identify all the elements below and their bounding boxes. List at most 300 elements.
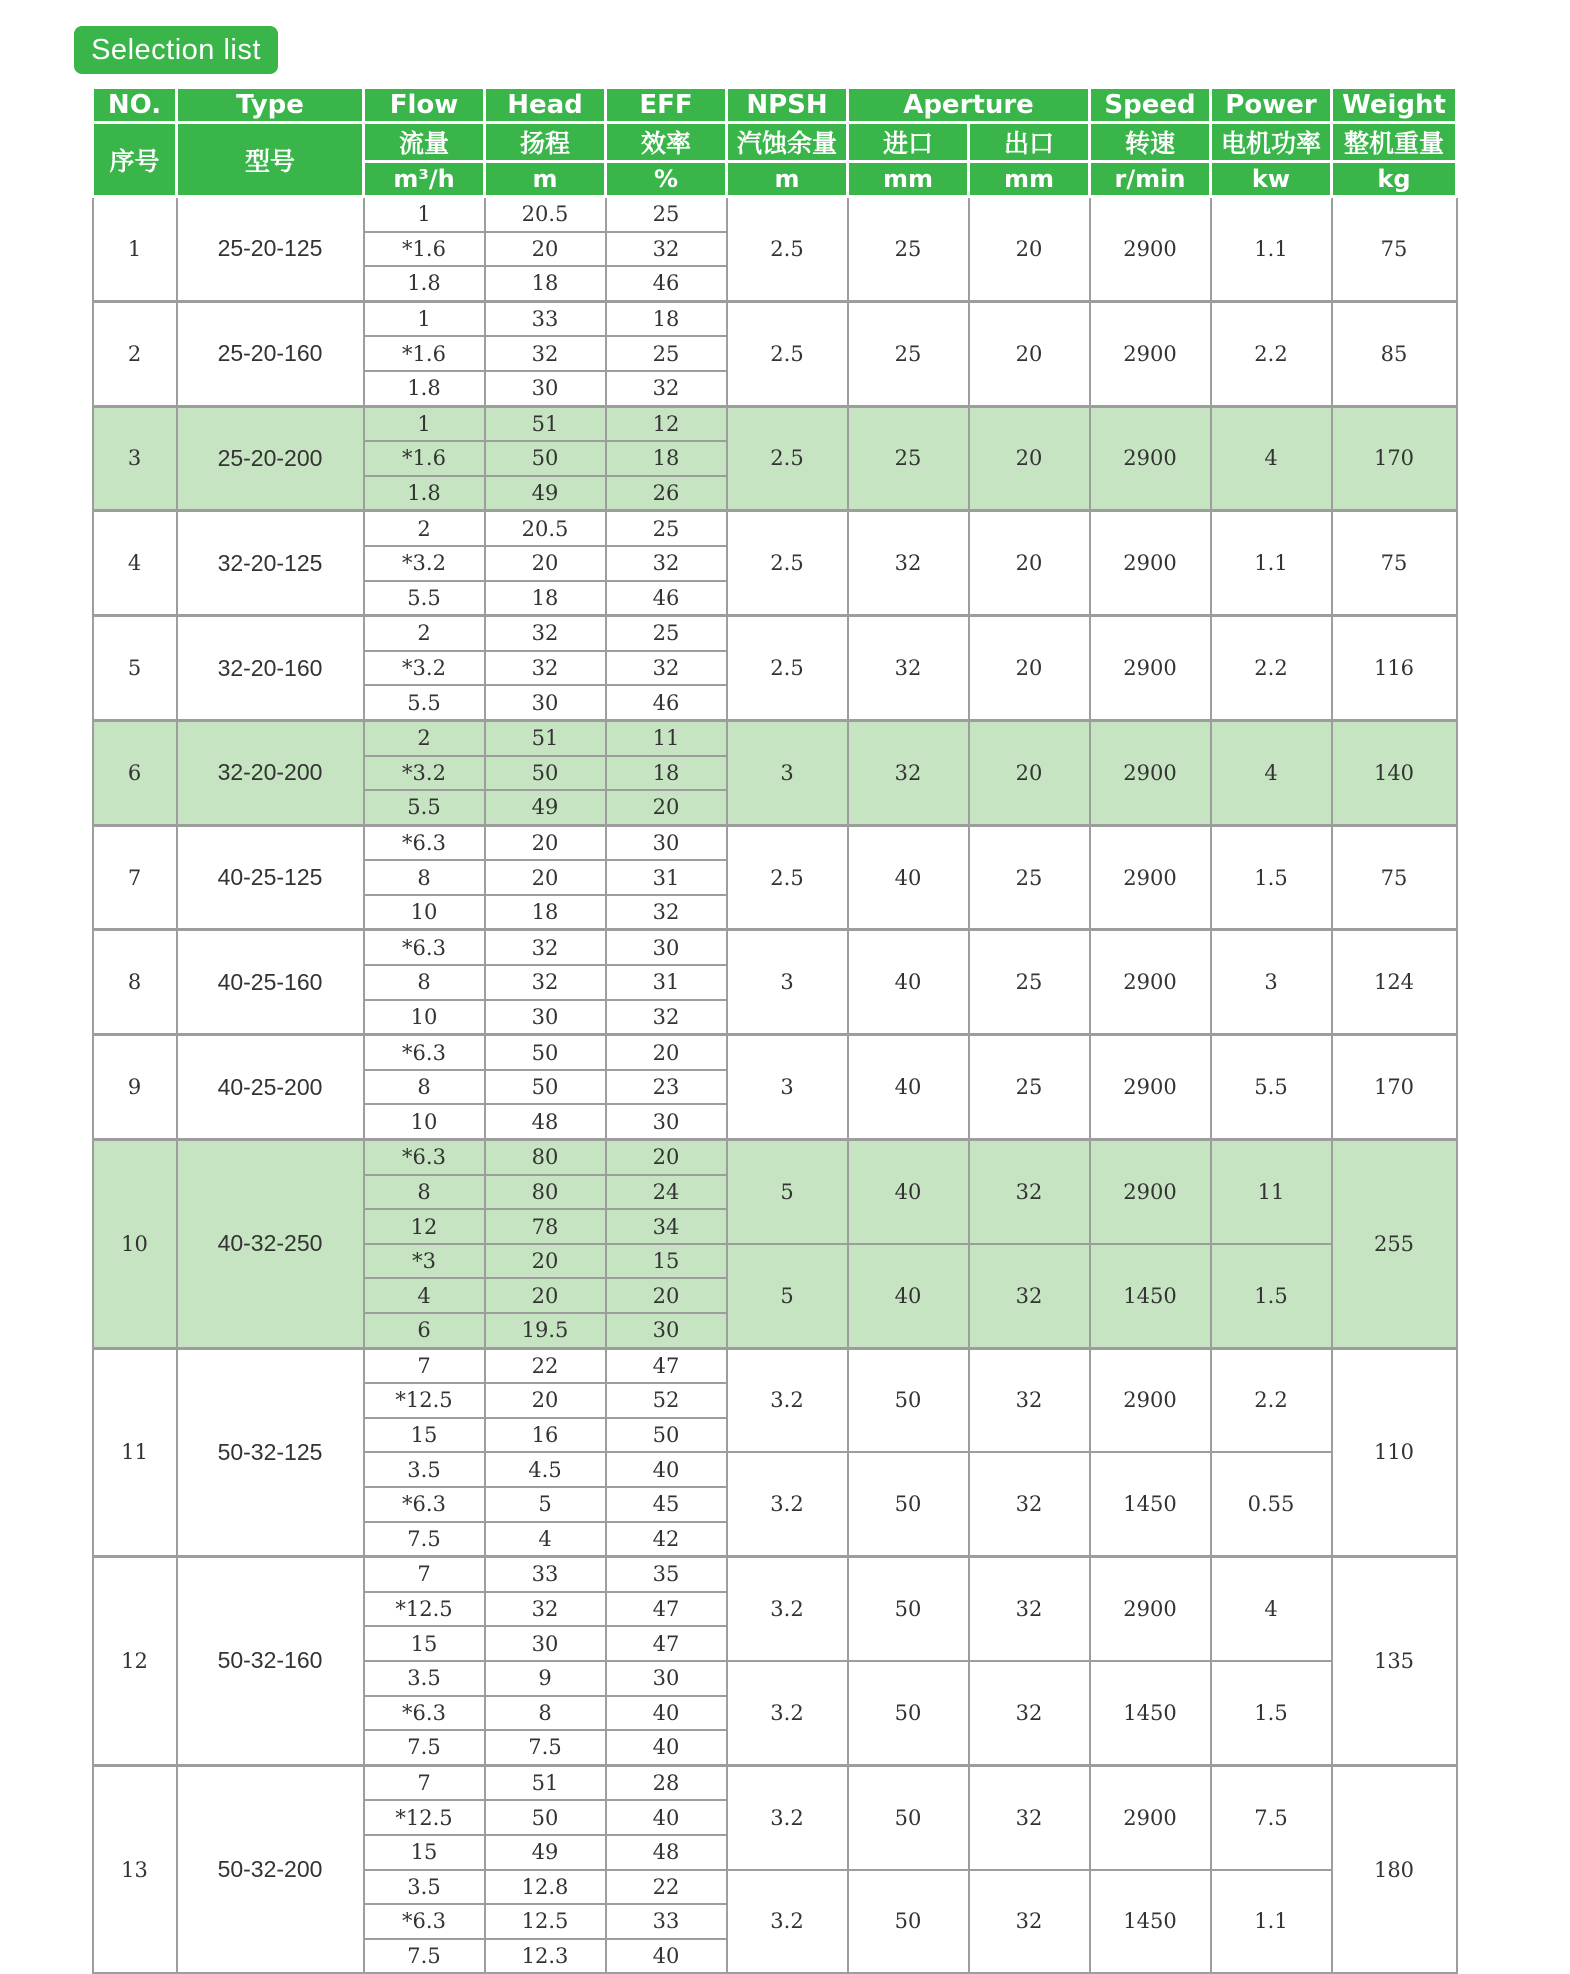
eff-value: 28: [606, 1765, 727, 1800]
power-value: 1.5: [1211, 1661, 1332, 1765]
header-flow-unit: m³/h: [364, 162, 485, 197]
row-type: 32-20-125: [177, 511, 364, 616]
table-row: [93, 825, 1457, 860]
head-value: 50: [485, 1035, 606, 1070]
flow-value: 7.5: [364, 1730, 485, 1765]
power-value: 4: [1211, 720, 1332, 825]
header-power-unit: kw: [1211, 162, 1332, 197]
table-row: [93, 1035, 1457, 1070]
speed-value: 2900: [1090, 616, 1211, 721]
head-value: 19.5: [485, 1313, 606, 1348]
inlet-value: 25: [848, 301, 969, 406]
flow-value: *12.5: [364, 1383, 485, 1418]
weight-value: 135: [1332, 1557, 1457, 1766]
outlet-value: 32: [969, 1140, 1090, 1244]
header-eff-cn: 效率: [606, 123, 727, 162]
eff-value: 40: [606, 1939, 727, 1974]
outlet-value: 32: [969, 1557, 1090, 1661]
table-row: [93, 511, 1457, 546]
npsh-value: 3.2: [727, 1870, 848, 1974]
flow-value: 6: [364, 1313, 485, 1348]
inlet-value: 40: [848, 1244, 969, 1348]
eff-value: 50: [606, 1418, 727, 1453]
flow-value: *1.6: [364, 232, 485, 267]
weight-value: 116: [1332, 616, 1457, 721]
outlet-value: 20: [969, 616, 1090, 721]
head-value: 50: [485, 441, 606, 476]
eff-value: 31: [606, 860, 727, 895]
npsh-value: 3.2: [727, 1661, 848, 1765]
flow-value: 1: [364, 197, 485, 232]
speed-value: 2900: [1090, 825, 1211, 930]
outlet-value: 20: [969, 197, 1090, 302]
row-type: 25-20-125: [177, 197, 364, 302]
outlet-value: 32: [969, 1348, 1090, 1452]
row-no: 10: [93, 1140, 177, 1349]
table-row: [93, 197, 1457, 232]
speed-value: 2900: [1090, 197, 1211, 302]
flow-value: 7: [364, 1557, 485, 1592]
flow-value: *6.3: [364, 1487, 485, 1522]
flow-value: 8: [364, 1175, 485, 1210]
head-value: 50: [485, 1070, 606, 1105]
row-no: 7: [93, 825, 177, 930]
speed-value: 2900: [1090, 1035, 1211, 1140]
selection-table: [91, 86, 1458, 1974]
npsh-value: 2.5: [727, 301, 848, 406]
power-value: 1.1: [1211, 511, 1332, 616]
flow-value: 15: [364, 1835, 485, 1870]
eff-value: 32: [606, 895, 727, 930]
header-inlet-unit: mm: [848, 162, 969, 197]
speed-value: 1450: [1090, 1870, 1211, 1974]
head-value: 30: [485, 1626, 606, 1661]
flow-value: 3.5: [364, 1452, 485, 1487]
power-value: 1.5: [1211, 825, 1332, 930]
flow-value: 3.5: [364, 1870, 485, 1905]
head-value: 7.5: [485, 1730, 606, 1765]
head-value: 32: [485, 651, 606, 686]
head-value: 32: [485, 965, 606, 1000]
flow-value: 1: [364, 406, 485, 441]
weight-value: 170: [1332, 406, 1457, 511]
npsh-value: 3.2: [727, 1557, 848, 1661]
table-row: [93, 1557, 1457, 1592]
npsh-value: 3.2: [727, 1765, 848, 1869]
flow-value: *12.5: [364, 1800, 485, 1835]
inlet-value: 40: [848, 1140, 969, 1244]
npsh-value: 5: [727, 1244, 848, 1348]
head-value: 20: [485, 1383, 606, 1418]
head-value: 18: [485, 895, 606, 930]
head-value: 20: [485, 860, 606, 895]
header-type-cn: 型号: [177, 123, 364, 197]
flow-value: *3.2: [364, 756, 485, 791]
outlet-value: 20: [969, 406, 1090, 511]
row-no: 11: [93, 1348, 177, 1557]
table-body: [93, 197, 1457, 1974]
npsh-value: 2.5: [727, 511, 848, 616]
header-speed-unit: r/min: [1090, 162, 1211, 197]
selection-list-title: Selection list: [74, 26, 278, 74]
eff-value: 25: [606, 336, 727, 371]
power-value: 11: [1211, 1140, 1332, 1244]
inlet-value: 50: [848, 1661, 969, 1765]
inlet-value: 25: [848, 406, 969, 511]
row-type: 50-32-125: [177, 1348, 364, 1557]
speed-value: 2900: [1090, 511, 1211, 616]
head-value: 20: [485, 1244, 606, 1279]
flow-value: 5.5: [364, 790, 485, 825]
head-value: 30: [485, 685, 606, 720]
inlet-value: 32: [848, 616, 969, 721]
row-type: 40-25-200: [177, 1035, 364, 1140]
row-no: 6: [93, 720, 177, 825]
power-value: 2.2: [1211, 616, 1332, 721]
eff-value: 23: [606, 1070, 727, 1105]
flow-value: 7: [364, 1765, 485, 1800]
inlet-value: 32: [848, 720, 969, 825]
row-type: 40-32-250: [177, 1140, 364, 1349]
speed-value: 2900: [1090, 720, 1211, 825]
flow-value: 4: [364, 1278, 485, 1313]
head-value: 32: [485, 1592, 606, 1627]
flow-value: *3.2: [364, 651, 485, 686]
header-no-cn: 序号: [93, 123, 177, 197]
eff-value: 30: [606, 1104, 727, 1139]
head-value: 16: [485, 1418, 606, 1453]
eff-value: 25: [606, 616, 727, 651]
flow-value: 8: [364, 1070, 485, 1105]
weight-value: 75: [1332, 511, 1457, 616]
npsh-value: 3: [727, 720, 848, 825]
row-type: 32-20-200: [177, 720, 364, 825]
eff-value: 30: [606, 930, 727, 965]
head-value: 30: [485, 1000, 606, 1035]
npsh-value: 2.5: [727, 825, 848, 930]
inlet-value: 50: [848, 1765, 969, 1869]
table-row: [93, 1348, 1457, 1383]
head-value: 18: [485, 266, 606, 301]
eff-value: 22: [606, 1870, 727, 1905]
eff-value: 32: [606, 371, 727, 406]
eff-value: 15: [606, 1244, 727, 1279]
head-value: 12.3: [485, 1939, 606, 1974]
eff-value: 20: [606, 790, 727, 825]
weight-value: 110: [1332, 1348, 1457, 1557]
speed-value: 2900: [1090, 1348, 1211, 1452]
eff-value: 11: [606, 720, 727, 755]
flow-value: 1.8: [364, 371, 485, 406]
weight-value: 180: [1332, 1765, 1457, 1973]
npsh-value: 5: [727, 1140, 848, 1244]
row-no: 9: [93, 1035, 177, 1140]
head-value: 18: [485, 581, 606, 616]
head-value: 32: [485, 930, 606, 965]
header-power-cn: 电机功率: [1211, 123, 1332, 162]
flow-value: *3: [364, 1244, 485, 1279]
head-value: 5: [485, 1487, 606, 1522]
header-outlet-unit: mm: [969, 162, 1090, 197]
row-type: 50-32-160: [177, 1557, 364, 1766]
speed-value: 2900: [1090, 930, 1211, 1035]
eff-value: 47: [606, 1592, 727, 1627]
power-value: 0.55: [1211, 1452, 1332, 1556]
head-value: 20: [485, 232, 606, 267]
power-value: 1.1: [1211, 1870, 1332, 1974]
power-value: 4: [1211, 1557, 1332, 1661]
weight-value: 140: [1332, 720, 1457, 825]
power-value: 7.5: [1211, 1765, 1332, 1869]
eff-value: 18: [606, 301, 727, 336]
head-value: 80: [485, 1175, 606, 1210]
eff-value: 47: [606, 1348, 727, 1383]
head-value: 32: [485, 616, 606, 651]
eff-value: 35: [606, 1557, 727, 1592]
eff-value: 32: [606, 1000, 727, 1035]
row-no: 13: [93, 1765, 177, 1973]
outlet-value: 32: [969, 1661, 1090, 1765]
outlet-value: 32: [969, 1870, 1090, 1974]
outlet-value: 20: [969, 511, 1090, 616]
flow-value: 8: [364, 860, 485, 895]
head-value: 49: [485, 790, 606, 825]
table-row: [93, 301, 1457, 336]
flow-value: 3.5: [364, 1661, 485, 1696]
eff-value: 20: [606, 1035, 727, 1070]
flow-value: 1.8: [364, 266, 485, 301]
npsh-value: 3: [727, 930, 848, 1035]
power-value: 1.5: [1211, 1244, 1332, 1348]
row-type: 25-20-200: [177, 406, 364, 511]
head-value: 12.8: [485, 1870, 606, 1905]
eff-value: 32: [606, 232, 727, 267]
speed-value: 2900: [1090, 406, 1211, 511]
eff-value: 47: [606, 1626, 727, 1661]
head-value: 49: [485, 476, 606, 511]
npsh-value: 3.2: [727, 1452, 848, 1556]
flow-value: 7.5: [364, 1522, 485, 1557]
power-value: 4: [1211, 406, 1332, 511]
weight-value: 85: [1332, 301, 1457, 406]
head-value: 78: [485, 1209, 606, 1244]
flow-value: *6.3: [364, 1904, 485, 1939]
table-row: [93, 930, 1457, 965]
weight-value: 75: [1332, 825, 1457, 930]
inlet-value: 50: [848, 1870, 969, 1974]
head-value: 51: [485, 720, 606, 755]
eff-value: 40: [606, 1696, 727, 1731]
table-row: [93, 1765, 1457, 1800]
header-power: Power: [1211, 88, 1332, 123]
outlet-value: 20: [969, 720, 1090, 825]
eff-value: 40: [606, 1452, 727, 1487]
weight-value: 75: [1332, 197, 1457, 302]
speed-value: 1450: [1090, 1661, 1211, 1765]
eff-value: 30: [606, 1313, 727, 1348]
flow-value: 1.8: [364, 476, 485, 511]
head-value: 32: [485, 336, 606, 371]
table-row: [93, 616, 1457, 651]
eff-value: 42: [606, 1522, 727, 1557]
flow-value: 7: [364, 1348, 485, 1383]
flow-value: *6.3: [364, 1035, 485, 1070]
row-no: 4: [93, 511, 177, 616]
eff-value: 20: [606, 1140, 727, 1175]
weight-value: 124: [1332, 930, 1457, 1035]
header-weight-cn: 整机重量: [1332, 123, 1457, 162]
head-value: 20.5: [485, 511, 606, 546]
npsh-value: 2.5: [727, 406, 848, 511]
header-outlet-cn: 出口: [969, 123, 1090, 162]
weight-value: 170: [1332, 1035, 1457, 1140]
head-value: 80: [485, 1140, 606, 1175]
eff-value: 24: [606, 1175, 727, 1210]
flow-value: 10: [364, 1000, 485, 1035]
header-head: Head: [485, 88, 606, 123]
inlet-value: 40: [848, 1035, 969, 1140]
outlet-value: 25: [969, 1035, 1090, 1140]
eff-value: 40: [606, 1800, 727, 1835]
flow-value: *1.6: [364, 441, 485, 476]
row-no: 8: [93, 930, 177, 1035]
eff-value: 30: [606, 825, 727, 860]
flow-value: 5.5: [364, 581, 485, 616]
head-value: 33: [485, 1557, 606, 1592]
table-row: [93, 406, 1457, 441]
speed-value: 1450: [1090, 1244, 1211, 1348]
npsh-value: 3: [727, 1035, 848, 1140]
head-value: 50: [485, 1800, 606, 1835]
head-value: 4.5: [485, 1452, 606, 1487]
eff-value: 18: [606, 756, 727, 791]
header-speed: Speed: [1090, 88, 1211, 123]
row-type: 40-25-160: [177, 930, 364, 1035]
outlet-value: 20: [969, 301, 1090, 406]
header-flow: Flow: [364, 88, 485, 123]
speed-value: 1450: [1090, 1452, 1211, 1556]
eff-value: 46: [606, 266, 727, 301]
table-row: [93, 1140, 1457, 1175]
eff-value: 46: [606, 581, 727, 616]
outlet-value: 25: [969, 930, 1090, 1035]
row-type: 50-32-200: [177, 1765, 364, 1973]
flow-value: 7.5: [364, 1939, 485, 1974]
header-npsh: NPSH: [727, 88, 848, 123]
flow-value: 5.5: [364, 685, 485, 720]
row-no: 3: [93, 406, 177, 511]
header-eff: EFF: [606, 88, 727, 123]
head-value: 51: [485, 1765, 606, 1800]
flow-value: *12.5: [364, 1592, 485, 1627]
header-eff-unit: %: [606, 162, 727, 197]
eff-value: 32: [606, 546, 727, 581]
header-speed-cn: 转速: [1090, 123, 1211, 162]
npsh-value: 2.5: [727, 197, 848, 302]
power-value: 2.2: [1211, 301, 1332, 406]
header-flow-cn: 流量: [364, 123, 485, 162]
eff-value: 52: [606, 1383, 727, 1418]
power-value: 5.5: [1211, 1035, 1332, 1140]
row-type: 32-20-160: [177, 616, 364, 721]
speed-value: 2900: [1090, 1765, 1211, 1869]
weight-value: 255: [1332, 1140, 1457, 1349]
head-value: 20.5: [485, 197, 606, 232]
head-value: 51: [485, 406, 606, 441]
eff-value: 12: [606, 406, 727, 441]
eff-value: 20: [606, 1278, 727, 1313]
head-value: 22: [485, 1348, 606, 1383]
eff-value: 33: [606, 1904, 727, 1939]
flow-value: 15: [364, 1418, 485, 1453]
flow-value: *6.3: [364, 825, 485, 860]
row-type: 25-20-160: [177, 301, 364, 406]
eff-value: 48: [606, 1835, 727, 1870]
inlet-value: 25: [848, 197, 969, 302]
eff-value: 25: [606, 197, 727, 232]
speed-value: 2900: [1090, 1140, 1211, 1244]
flow-value: 2: [364, 616, 485, 651]
eff-value: 26: [606, 476, 727, 511]
header-npsh-cn: 汽蚀余量: [727, 123, 848, 162]
head-value: 20: [485, 825, 606, 860]
flow-value: 15: [364, 1626, 485, 1661]
flow-value: *3.2: [364, 546, 485, 581]
header-inlet-cn: 进口: [848, 123, 969, 162]
head-value: 20: [485, 1278, 606, 1313]
flow-value: *6.3: [364, 1140, 485, 1175]
flow-value: 10: [364, 1104, 485, 1139]
head-value: 33: [485, 301, 606, 336]
eff-value: 45: [606, 1487, 727, 1522]
header-weight: Weight: [1332, 88, 1457, 123]
power-value: 2.2: [1211, 1348, 1332, 1452]
row-no: 1: [93, 197, 177, 302]
inlet-value: 40: [848, 825, 969, 930]
inlet-value: 50: [848, 1452, 969, 1556]
header-head-unit: m: [485, 162, 606, 197]
head-value: 50: [485, 756, 606, 791]
head-value: 30: [485, 371, 606, 406]
head-value: 48: [485, 1104, 606, 1139]
header-aperture: Aperture: [848, 88, 1090, 123]
eff-value: 32: [606, 651, 727, 686]
flow-value: *6.3: [364, 930, 485, 965]
flow-value: 2: [364, 511, 485, 546]
inlet-value: 32: [848, 511, 969, 616]
head-value: 49: [485, 1835, 606, 1870]
head-value: 8: [485, 1696, 606, 1731]
speed-value: 2900: [1090, 1557, 1211, 1661]
flow-value: 12: [364, 1209, 485, 1244]
row-type: 40-25-125: [177, 825, 364, 930]
outlet-value: 32: [969, 1244, 1090, 1348]
head-value: 4: [485, 1522, 606, 1557]
row-no: 12: [93, 1557, 177, 1766]
eff-value: 25: [606, 511, 727, 546]
flow-value: 8: [364, 965, 485, 1000]
power-value: 3: [1211, 930, 1332, 1035]
flow-value: 1: [364, 301, 485, 336]
speed-value: 2900: [1090, 301, 1211, 406]
head-value: 12.5: [485, 1904, 606, 1939]
outlet-value: 25: [969, 825, 1090, 930]
flow-value: 2: [364, 720, 485, 755]
inlet-value: 40: [848, 930, 969, 1035]
header-head-cn: 扬程: [485, 123, 606, 162]
eff-value: 34: [606, 1209, 727, 1244]
head-value: 9: [485, 1661, 606, 1696]
